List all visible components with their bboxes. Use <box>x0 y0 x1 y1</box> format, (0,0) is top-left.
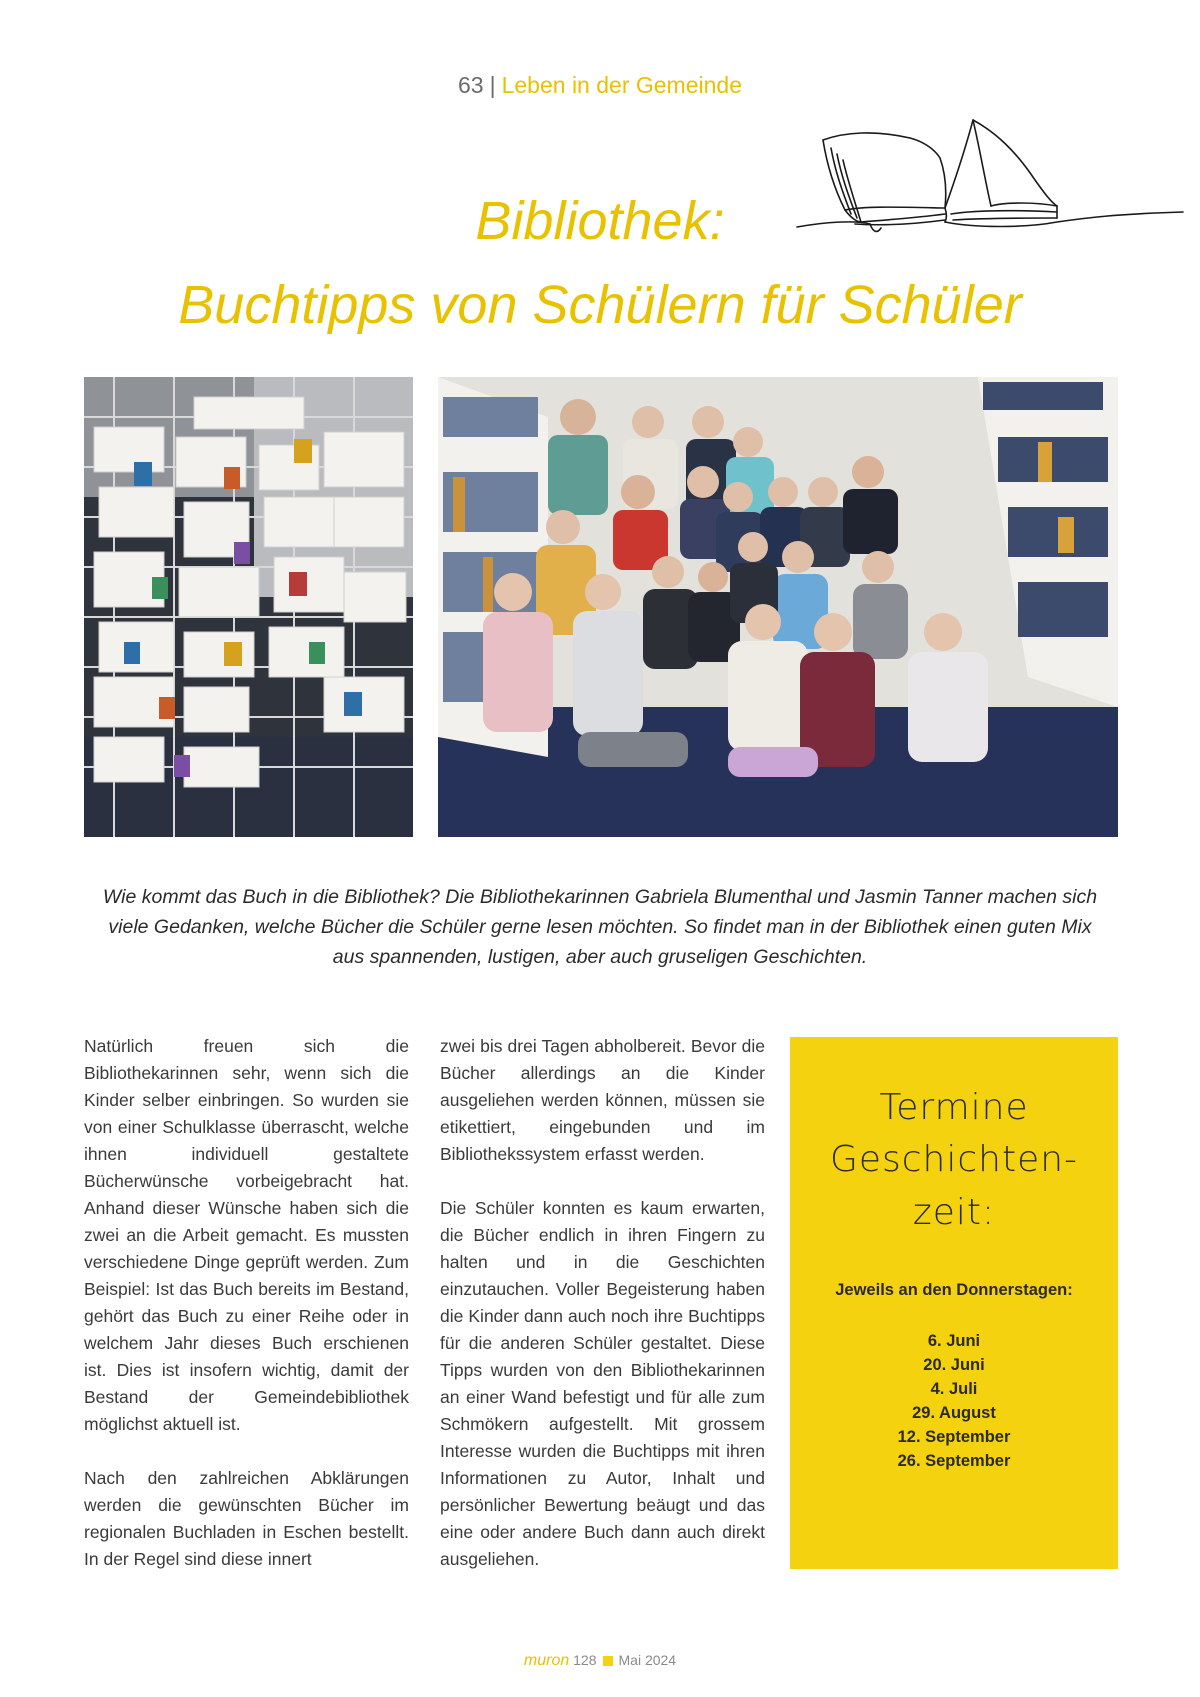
magazine-name: muron <box>523 1652 570 1669</box>
box-heading-line-1: Termine <box>879 1087 1029 1128</box>
body-paragraph: zwei bis drei Tagen abholbereit. Bevor die Bücher allerdings an die Kinder ausgeliehen werden können, müssen sie etikettiert, eingebunden und im Bibliothekssystem erfasst werden. <box>440 1036 765 1164</box>
body-paragraph: Die Schüler konnten es kaum erwarten, die Bücher endlich in ihren Fingern zu halten und in die Geschichten einzutauchen. Voller Begeisterung haben die Kinder dann auch noch ihre Buchtipps für die anderen Schüler gestaltet. Diese Tipps wurden von den Bibliothekarinnen an einer Wand befestigt und für alle zum Schmökern aufgestellt. Mit grossem Interesse wurden die Buchtipps mit ihren Informationen zu Autor, Inhalt und persönlicher Bewertung beäugt und das eine oder andere Buch dann auch direkt ausgeliehen. <box>440 1198 765 1569</box>
box-weekday-note: Jeweils an den Donnerstagen: <box>835 1281 1073 1299</box>
date-item: 26. September <box>897 1452 1011 1470</box>
date-item: 29. August <box>912 1404 996 1422</box>
story-time-dates-box <box>790 1037 1118 1569</box>
page-number: 63 <box>458 72 484 98</box>
page-header <box>0 72 1200 99</box>
article-title-line-2: Buchtipps von Schülern für Schüler <box>178 275 1022 335</box>
body-paragraph: Natürlich freuen sich die Bibliothekarinnen sehr, wenn sich die Kinder selber einbringen. So wurden sie von einer Schulklasse überrascht, welche ihnen individuell gestaltete Bücherwünsche vorbeigebracht hat. Anhand dieser Wünsche haben sich die zwei an die Arbeit gemacht. Es mussten verschiedene Dinge geprüft werden. Zum Beispiel: Ist das Buch bereits im Bestand, gehört das Buch zu einer Reihe oder in welchem Jahr dieses Buch erschienen ist. Dies ist insofern wichtig, damit der Bestand der Gemeindebibliothek möglichst aktuell ist. <box>84 1036 409 1434</box>
body-paragraph: Nach den zahlreichen Abklärungen werden die gewünschten Bücher im regionalen Buchladen in Eschen bestellt. In der Regel sind diese innert <box>84 1468 409 1569</box>
header-separator: | <box>489 72 496 98</box>
photo-pupils-in-library <box>438 377 1118 837</box>
article-title-line-1: Bibliothek: <box>475 191 725 251</box>
body-column-2 <box>440 1033 765 1600</box>
page-footer <box>0 1652 1200 1670</box>
body-column-1 <box>84 1033 409 1600</box>
issue-date: Mai 2024 <box>618 1652 677 1668</box>
date-item: 6. Juni <box>927 1332 981 1350</box>
box-heading-line-2: Geschichten- <box>829 1139 1079 1180</box>
photo-book-tips-wall <box>84 377 413 837</box>
box-heading-line-3: zeit: <box>912 1192 996 1233</box>
section-title: Leben in der Gemeinde <box>501 72 742 98</box>
date-list <box>790 1329 1118 1473</box>
date-item: 20. Juni <box>923 1356 985 1374</box>
photo-caption: Wie kommt das Buch in die Bibliothek? Die Bibliothekarinnen Gabriela Blumenthal und Jasmin Tanner machen sich viele Gedanken, welche Bücher die Schüler gerne lesen möchten. So findet man in der Bibliothek einen guten Mix aus spannenden, lustigen, aber auch gruseligen Geschichten. <box>102 886 1098 968</box>
issue-number: 128 <box>573 1652 597 1668</box>
book-tips-wall-illustration <box>84 377 413 837</box>
date-item: 4. Juli <box>930 1380 978 1398</box>
date-item: 12. September <box>897 1428 1011 1446</box>
pupils-in-library-illustration <box>438 377 1118 837</box>
yellow-square-icon <box>603 1656 613 1666</box>
